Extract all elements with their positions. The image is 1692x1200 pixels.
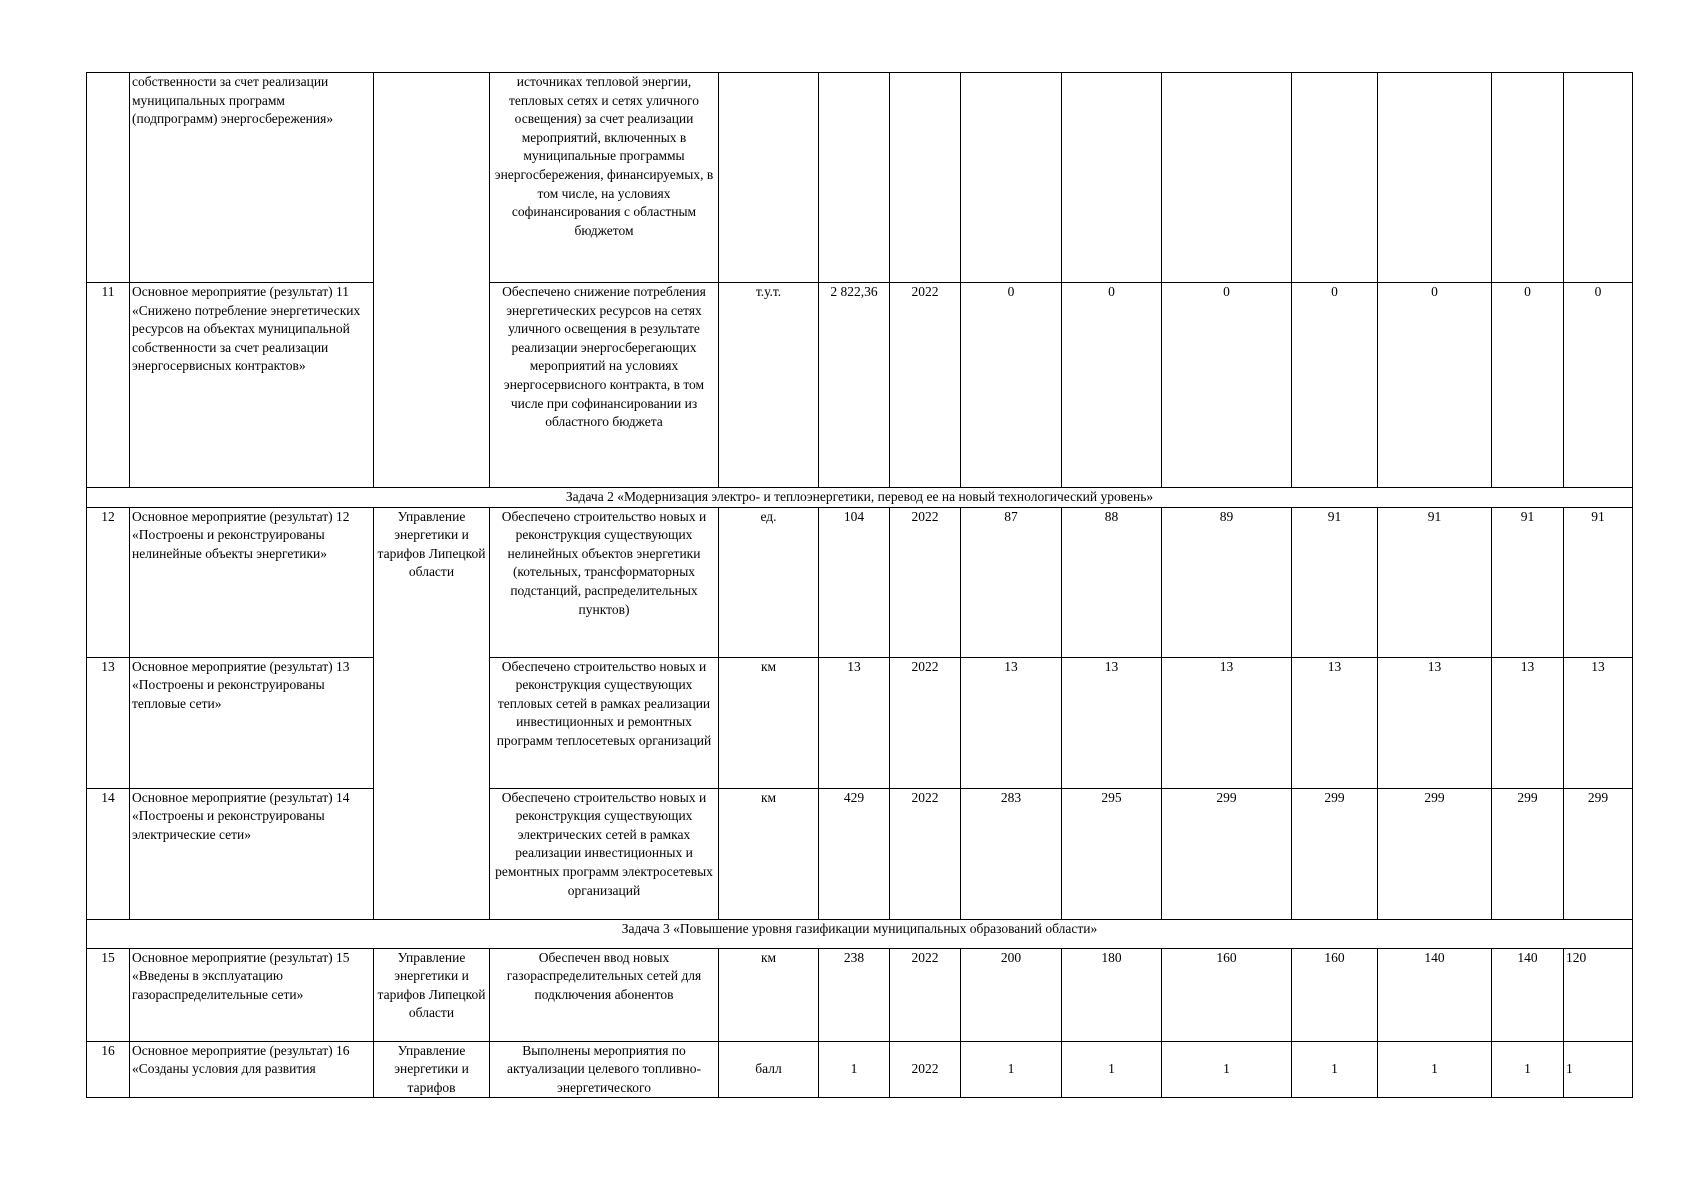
value-3: 299: [1162, 788, 1292, 919]
table-row: [87, 1041, 1633, 1098]
unit: балл: [719, 1041, 819, 1098]
executor: Управление энергетики и тарифов Липецкой области: [374, 948, 490, 1041]
activity-name: Основное мероприятие (результат) 13 «Построены и реконструированы тепловые сети»: [130, 657, 374, 788]
value-1: 87: [961, 507, 1062, 657]
base-value: [819, 73, 890, 283]
value-6: 140: [1492, 948, 1564, 1041]
value-3: 0: [1162, 283, 1292, 488]
activity-name: Основное мероприятие (результат) 11 «Снижено потребление энергетических ресурсов на объектах муниципальной собственности за счет реализации энергосервисных контрактов»: [130, 283, 374, 488]
value-6: 91: [1492, 507, 1564, 657]
result-description: источниках тепловой энергии, тепловых сетях и сетях уличного освещения) за счет реализации мероприятий, включенных в муниципальные программы энергосбережения, финансируемых, в том числе, на условиях софинансирования с областным бюджетом: [490, 73, 719, 283]
unit: т.у.т.: [719, 283, 819, 488]
value-4: 1: [1292, 1041, 1378, 1098]
unit: [719, 73, 819, 283]
base-value: 104: [819, 507, 890, 657]
value-1: 283: [961, 788, 1062, 919]
result-description: Обеспечен ввод новых газораспределительных сетей для подключения абонентов: [490, 948, 719, 1041]
value-5: 91: [1378, 507, 1492, 657]
value-5: [1378, 73, 1492, 283]
task-2-title: Задача 2 «Модернизация электро- и теплоэнергетики, перевод ее на новый технологический уровень»: [87, 488, 1633, 508]
indicators-table: [86, 72, 1633, 1098]
row-number: [87, 73, 130, 283]
base-year: [890, 73, 961, 283]
result-description: Обеспечено строительство новых и реконструкция существующих тепловых сетей в рамках реализации инвестиционных и ремонтных программ теплосетевых организаций: [490, 657, 719, 788]
value-1: 200: [961, 948, 1062, 1041]
value-1: 1: [961, 1041, 1062, 1098]
task-row: [87, 919, 1633, 948]
value-5: 299: [1378, 788, 1492, 919]
table-row: [87, 73, 1633, 283]
value-5: 13: [1378, 657, 1492, 788]
executor: Управление энергетики и тарифов Липецкой области: [374, 507, 490, 919]
table-row: [87, 283, 1633, 488]
value-6: 0: [1492, 283, 1564, 488]
table-row: [87, 788, 1633, 919]
value-4: 13: [1292, 657, 1378, 788]
value-4: 160: [1292, 948, 1378, 1041]
activity-name: Основное мероприятие (результат) 16 «Созданы условия для развития: [130, 1041, 374, 1098]
executor: Управление энергетики и тарифов: [374, 1041, 490, 1098]
value-7: 0: [1564, 283, 1633, 488]
table-row: [87, 507, 1633, 657]
base-value: 13: [819, 657, 890, 788]
row-number: 11: [87, 283, 130, 488]
value-3: 160: [1162, 948, 1292, 1041]
value-5: 0: [1378, 283, 1492, 488]
value-4: 0: [1292, 283, 1378, 488]
base-value: 1: [819, 1041, 890, 1098]
value-4: 91: [1292, 507, 1378, 657]
value-2: [1062, 73, 1162, 283]
value-7: 1: [1564, 1041, 1633, 1098]
activity-name: Основное мероприятие (результат) 14 «Построены и реконструированы электрические сети»: [130, 788, 374, 919]
value-1: 0: [961, 283, 1062, 488]
value-2: 88: [1062, 507, 1162, 657]
result-description: Обеспечено строительство новых и реконструкция существующих электрических сетей в рамках реализации инвестиционных и ремонтных программ электросетевых организаций: [490, 788, 719, 919]
unit: км: [719, 788, 819, 919]
value-7: 91: [1564, 507, 1633, 657]
value-2: 13: [1062, 657, 1162, 788]
value-7: 120: [1564, 948, 1633, 1041]
base-year: 2022: [890, 948, 961, 1041]
value-3: 89: [1162, 507, 1292, 657]
activity-name: собственности за счет реализации муниципальных программ (подпрограмм) энергосбережения»: [130, 73, 374, 283]
value-6: 299: [1492, 788, 1564, 919]
value-1: [961, 73, 1062, 283]
value-3: 1: [1162, 1041, 1292, 1098]
executor: [374, 73, 490, 488]
table-row: [87, 948, 1633, 1041]
value-6: 13: [1492, 657, 1564, 788]
row-number: 13: [87, 657, 130, 788]
value-2: 1: [1062, 1041, 1162, 1098]
value-6: 1: [1492, 1041, 1564, 1098]
base-value: 429: [819, 788, 890, 919]
value-7: [1564, 73, 1633, 283]
value-5: 140: [1378, 948, 1492, 1041]
value-6: [1492, 73, 1564, 283]
value-1: 13: [961, 657, 1062, 788]
task-3-title: Задача 3 «Повышение уровня газификации муниципальных образований области»: [87, 919, 1633, 948]
value-2: 180: [1062, 948, 1162, 1041]
base-year: 2022: [890, 283, 961, 488]
value-4: 299: [1292, 788, 1378, 919]
unit: км: [719, 948, 819, 1041]
base-year: 2022: [890, 788, 961, 919]
base-value: 2 822,36: [819, 283, 890, 488]
value-5: 1: [1378, 1041, 1492, 1098]
unit: ед.: [719, 507, 819, 657]
unit: км: [719, 657, 819, 788]
row-number: 12: [87, 507, 130, 657]
base-year: 2022: [890, 1041, 961, 1098]
value-3: 13: [1162, 657, 1292, 788]
result-description: Выполнены мероприятия по актуализации целевого топливно-энергетического: [490, 1041, 719, 1098]
value-2: 0: [1062, 283, 1162, 488]
activity-name: Основное мероприятие (результат) 15 «Введены в эксплуатацию газораспределительные сети»: [130, 948, 374, 1041]
row-number: 14: [87, 788, 130, 919]
activity-name: Основное мероприятие (результат) 12 «Построены и реконструированы нелинейные объекты энергетики»: [130, 507, 374, 657]
value-7: 13: [1564, 657, 1633, 788]
value-3: [1162, 73, 1292, 283]
value-4: [1292, 73, 1378, 283]
task-row: [87, 488, 1633, 508]
base-value: 238: [819, 948, 890, 1041]
table-row: [87, 657, 1633, 788]
row-number: 15: [87, 948, 130, 1041]
result-description: Обеспечено строительство новых и реконструкция существующих нелинейных объектов энергетики (котельных, трансформаторных подстанций, распределительных пунктов): [490, 507, 719, 657]
result-description: Обеспечено снижение потребления энергетических ресурсов на сетях уличного освещения в результате реализации энергосберегающих мероприятий на условиях энергосервисного контракта, в том числе при софинансировании из областного бюджета: [490, 283, 719, 488]
value-2: 295: [1062, 788, 1162, 919]
base-year: 2022: [890, 657, 961, 788]
value-7: 299: [1564, 788, 1633, 919]
row-number: 16: [87, 1041, 130, 1098]
base-year: 2022: [890, 507, 961, 657]
